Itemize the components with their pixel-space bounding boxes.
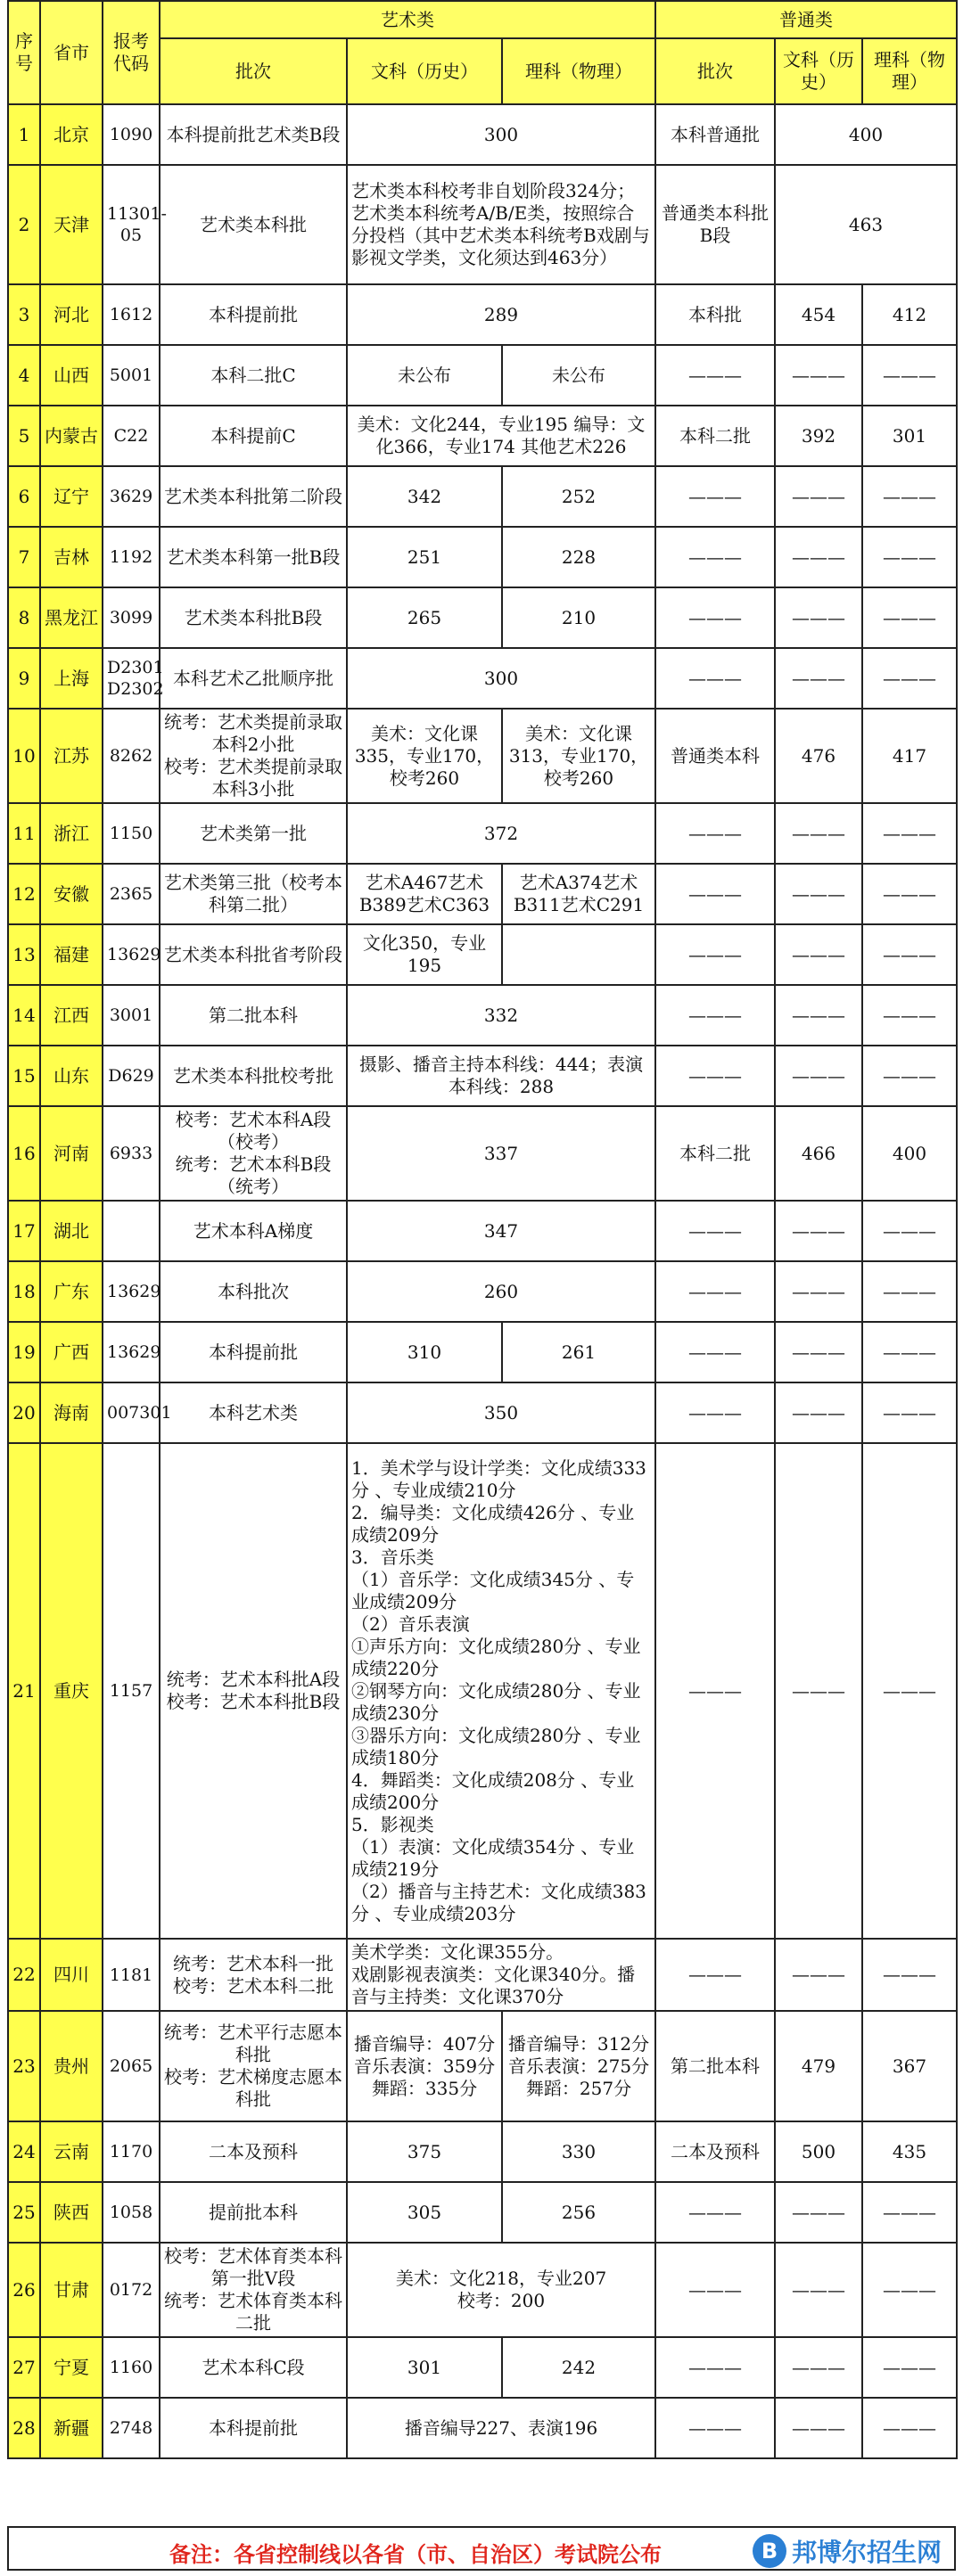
row-art-like <box>502 924 655 985</box>
row-code: 1157 <box>103 1443 160 1939</box>
row-gen-like-dash: ——— <box>862 2398 957 2458</box>
row-art-score: 摄影、播音主持本科线：444；表演本科线：288 <box>347 1046 655 1106</box>
row-gen-wenke-dash: ——— <box>775 803 862 864</box>
row-gen-batch-dash: ——— <box>655 648 775 709</box>
row-seq: 27 <box>8 2337 40 2398</box>
table-row <box>8 1046 957 1106</box>
row-art-score: 332 <box>347 985 655 1046</box>
row-art-score: 337 <box>347 1106 655 1201</box>
row-province: 浙江 <box>40 803 103 864</box>
row-art-batch: 艺术类本科批B段 <box>160 587 347 648</box>
row-gen-batch-dash: ——— <box>655 2243 775 2337</box>
row-seq: 11 <box>8 803 40 864</box>
watermark-icon: B <box>753 2534 786 2568</box>
table-row <box>8 1382 957 1443</box>
row-art-batch: 艺术类本科第一批B段 <box>160 527 347 587</box>
row-art-batch: 校考：艺术本科A段（校考） 统考：艺术本科B段（统考） <box>160 1106 347 1201</box>
row-art-batch: 本科提前C <box>160 406 347 466</box>
table-row <box>8 803 957 864</box>
watermark-text: 邦博尔招生网 <box>791 2538 942 2567</box>
row-province: 河南 <box>40 1106 103 1201</box>
row-province: 广西 <box>40 1322 103 1382</box>
row-seq: 7 <box>8 527 40 587</box>
row-code: 0172 <box>103 2243 160 2337</box>
row-seq: 17 <box>8 1201 40 1261</box>
row-gen-like-dash: ——— <box>862 803 957 864</box>
table-row <box>8 2011 957 2121</box>
row-province: 福建 <box>40 924 103 985</box>
row-province: 重庆 <box>40 1443 103 1939</box>
row-gen-wenke: 454 <box>775 284 862 345</box>
table-row <box>8 924 957 985</box>
row-art-batch: 本科提前批 <box>160 2398 347 2458</box>
row-gen-like-dash: ——— <box>862 1261 957 1322</box>
row-gen-batch-dash: ——— <box>655 1201 775 1261</box>
table-row <box>8 345 957 406</box>
row-province: 北京 <box>40 104 103 165</box>
row-gen-batch: 本科二批 <box>655 1106 775 1201</box>
row-code: 1612 <box>103 284 160 345</box>
row-seq: 22 <box>8 1939 40 2011</box>
table-row <box>8 165 957 284</box>
row-gen-wenke-dash: ——— <box>775 1939 862 2011</box>
row-art-batch: 本科艺术类 <box>160 1382 347 1443</box>
header-gen-wenke: 文科（历史） <box>775 38 862 104</box>
row-province: 内蒙古 <box>40 406 103 466</box>
row-province: 广东 <box>40 1261 103 1322</box>
row-art-score: 300 <box>347 648 655 709</box>
row-art-wenke: 305 <box>347 2182 502 2243</box>
row-gen-batch-dash: ——— <box>655 803 775 864</box>
row-gen-like-dash: ——— <box>862 1201 957 1261</box>
header-art-batch: 批次 <box>160 38 347 104</box>
row-gen-like-dash: ——— <box>862 1939 957 2011</box>
table-row <box>8 2182 957 2243</box>
row-art-wenke: 251 <box>347 527 502 587</box>
row-seq: 23 <box>8 2011 40 2121</box>
row-gen-like-dash: ——— <box>862 1443 957 1939</box>
row-gen-batch-dash: ——— <box>655 924 775 985</box>
row-seq: 20 <box>8 1382 40 1443</box>
row-gen-batch: 二本及预科 <box>655 2121 775 2182</box>
row-gen-like-dash: ——— <box>862 864 957 924</box>
row-seq: 28 <box>8 2398 40 2458</box>
row-gen-batch-dash: ——— <box>655 985 775 1046</box>
table-row <box>8 1261 957 1322</box>
row-code: 6933 <box>103 1106 160 1201</box>
row-province: 山西 <box>40 345 103 406</box>
row-code: 1170 <box>103 2121 160 2182</box>
row-art-like: 美术：文化课313，专业170，校考260 <box>502 709 655 803</box>
row-art-wenke: 301 <box>347 2337 502 2398</box>
row-code: 13629 <box>103 924 160 985</box>
row-gen-wenke: 500 <box>775 2121 862 2182</box>
table-row <box>8 864 957 924</box>
table-row <box>8 709 957 803</box>
row-gen-wenke-dash: ——— <box>775 2243 862 2337</box>
row-art-like: 播音编导：312分 音乐表演：275分 舞蹈：257分 <box>502 2011 655 2121</box>
row-art-batch: 艺术类本科批 <box>160 165 347 284</box>
row-art-batch: 艺术类本科批校考批 <box>160 1046 347 1106</box>
row-seq: 18 <box>8 1261 40 1322</box>
row-gen-wenke-dash: ——— <box>775 587 862 648</box>
row-gen-wenke: 392 <box>775 406 862 466</box>
row-art-score: 289 <box>347 284 655 345</box>
row-province: 新疆 <box>40 2398 103 2458</box>
row-seq: 1 <box>8 104 40 165</box>
row-gen-wenke-dash: ——— <box>775 1261 862 1322</box>
row-gen-like-dash: ——— <box>862 466 957 527</box>
row-gen-batch: 本科普通批 <box>655 104 775 165</box>
row-gen-batch-dash: ——— <box>655 1939 775 2011</box>
row-gen-like-dash: ——— <box>862 2243 957 2337</box>
row-gen-wenke-dash: ——— <box>775 864 862 924</box>
row-art-score: 300 <box>347 104 655 165</box>
row-seq: 15 <box>8 1046 40 1106</box>
row-art-wenke: 播音编导：407分 音乐表演：359分 舞蹈：335分 <box>347 2011 502 2121</box>
row-gen-batch-dash: ——— <box>655 2398 775 2458</box>
table-row <box>8 1939 957 2011</box>
row-code: 2365 <box>103 864 160 924</box>
row-province: 江苏 <box>40 709 103 803</box>
row-code: 1181 <box>103 1939 160 2011</box>
row-art-batch: 艺术类本科批省考阶段 <box>160 924 347 985</box>
row-province: 安徽 <box>40 864 103 924</box>
row-gen-like: 412 <box>862 284 957 345</box>
row-art-like: 252 <box>502 466 655 527</box>
row-art-score: 艺术类本科校考非自划阶段324分；艺术类本科统考A/B/E类，按照综合分投档（其中艺术类本科统考B戏剧与影视文学类，文化须达到463分） <box>347 165 655 284</box>
table-row <box>8 406 957 466</box>
row-gen-score: 463 <box>775 165 957 284</box>
row-gen-like-dash: ——— <box>862 1382 957 1443</box>
row-seq: 19 <box>8 1322 40 1382</box>
row-art-batch: 提前批本科 <box>160 2182 347 2243</box>
table-row <box>8 527 957 587</box>
row-art-like: 228 <box>502 527 655 587</box>
row-gen-batch-dash: ——— <box>655 2182 775 2243</box>
row-province: 江西 <box>40 985 103 1046</box>
row-art-like: 261 <box>502 1322 655 1382</box>
row-code: D2301 D2302 <box>103 648 160 709</box>
row-gen-wenke-dash: ——— <box>775 466 862 527</box>
row-art-wenke: 未公布 <box>347 345 502 406</box>
row-code: 1150 <box>103 803 160 864</box>
row-code: 1090 <box>103 104 160 165</box>
row-province: 山东 <box>40 1046 103 1106</box>
row-art-like: 艺术A374艺术B311艺术C291 <box>502 864 655 924</box>
row-province: 湖北 <box>40 1201 103 1261</box>
row-code <box>103 1201 160 1261</box>
row-art-wenke: 342 <box>347 466 502 527</box>
footnote-bar <box>7 2526 956 2571</box>
row-gen-like-dash: ——— <box>862 2182 957 2243</box>
row-seq: 9 <box>8 648 40 709</box>
row-art-batch: 二本及预科 <box>160 2121 347 2182</box>
row-code: 3099 <box>103 587 160 648</box>
row-gen-wenke-dash: ——— <box>775 648 862 709</box>
row-art-batch: 艺术类第三批（校考本科第二批） <box>160 864 347 924</box>
row-gen-batch: 普通类本科 <box>655 709 775 803</box>
row-gen-like-dash: ——— <box>862 648 957 709</box>
row-art-batch: 统考：艺术类提前录取本科2小批 校考：艺术类提前录取本科3小批 <box>160 709 347 803</box>
table-row <box>8 648 957 709</box>
row-gen-batch-dash: ——— <box>655 1261 775 1322</box>
row-gen-wenke-dash: ——— <box>775 2337 862 2398</box>
row-province: 河北 <box>40 284 103 345</box>
row-art-batch: 艺术本科C段 <box>160 2337 347 2398</box>
row-gen-like-dash: ——— <box>862 345 957 406</box>
row-gen-like-dash: ——— <box>862 1046 957 1106</box>
row-art-batch: 统考：艺术平行志愿本科批 校考：艺术梯度志愿本科批 <box>160 2011 347 2121</box>
row-art-score: 347 <box>347 1201 655 1261</box>
row-code: 2065 <box>103 2011 160 2121</box>
row-gen-batch-dash: ——— <box>655 527 775 587</box>
table-row <box>8 1106 957 1201</box>
row-gen-wenke-dash: ——— <box>775 2398 862 2458</box>
table-row <box>8 985 957 1046</box>
score-table <box>7 0 958 2459</box>
row-code: 8262 <box>103 709 160 803</box>
row-code: 3629 <box>103 466 160 527</box>
row-seq: 3 <box>8 284 40 345</box>
header-gen-batch: 批次 <box>655 38 775 104</box>
row-gen-wenke-dash: ——— <box>775 345 862 406</box>
row-art-score: 260 <box>347 1261 655 1322</box>
row-gen-batch-dash: ——— <box>655 345 775 406</box>
table-row <box>8 587 957 648</box>
row-seq: 4 <box>8 345 40 406</box>
row-art-score: 美术：文化244，专业195 编导：文化366，专业174 其他艺术226 <box>347 406 655 466</box>
row-province: 甘肃 <box>40 2243 103 2337</box>
row-art-batch: 本科艺术乙批顺序批 <box>160 648 347 709</box>
row-gen-batch-dash: ——— <box>655 587 775 648</box>
row-province: 云南 <box>40 2121 103 2182</box>
row-art-score: 美术学类：文化课355分。 戏剧影视表演类：文化课340分。播音与主持类：文化课370分 <box>347 1939 655 2011</box>
row-province: 海南 <box>40 1382 103 1443</box>
row-seq: 26 <box>8 2243 40 2337</box>
header-general-group: 普通类 <box>655 1 957 38</box>
row-art-wenke: 文化350，专业195 <box>347 924 502 985</box>
row-gen-wenke-dash: ——— <box>775 527 862 587</box>
row-gen-like: 435 <box>862 2121 957 2182</box>
table-row <box>8 2121 957 2182</box>
row-gen-wenke-dash: ——— <box>775 1382 862 1443</box>
row-gen-like-dash: ——— <box>862 2337 957 2398</box>
row-gen-batch-dash: ——— <box>655 466 775 527</box>
row-art-like: 210 <box>502 587 655 648</box>
row-gen-like-dash: ——— <box>862 587 957 648</box>
header-art-wenke: 文科（历史） <box>347 38 502 104</box>
header-art-like: 理科（物理） <box>502 38 655 104</box>
row-code: 11301-05 <box>103 165 160 284</box>
watermark-logo <box>753 2533 942 2569</box>
header-code: 报考代码 <box>103 1 160 104</box>
row-art-batch: 统考：艺术本科一批 校考：艺术本科二批 <box>160 1939 347 2011</box>
row-province: 黑龙江 <box>40 587 103 648</box>
row-seq: 25 <box>8 2182 40 2243</box>
row-gen-like-dash: ——— <box>862 985 957 1046</box>
row-code: 1160 <box>103 2337 160 2398</box>
row-province: 四川 <box>40 1939 103 2011</box>
table-row <box>8 104 957 165</box>
table-row <box>8 1443 957 1939</box>
row-province: 贵州 <box>40 2011 103 2121</box>
row-gen-like-dash: ——— <box>862 527 957 587</box>
row-art-wenke: 310 <box>347 1322 502 1382</box>
row-seq: 13 <box>8 924 40 985</box>
row-art-score: 350 <box>347 1382 655 1443</box>
header-art-group: 艺术类 <box>160 1 655 38</box>
table-row <box>8 2337 957 2398</box>
row-seq: 12 <box>8 864 40 924</box>
row-gen-wenke-dash: ——— <box>775 1046 862 1106</box>
row-gen-like-dash: ——— <box>862 924 957 985</box>
row-gen-batch-dash: ——— <box>655 1443 775 1939</box>
row-seq: 10 <box>8 709 40 803</box>
row-code: 13629 <box>103 1261 160 1322</box>
row-gen-batch-dash: ——— <box>655 1046 775 1106</box>
row-code: 13629 <box>103 1322 160 1382</box>
table-row <box>8 1201 957 1261</box>
row-art-wenke: 美术：文化课335，专业170，校考260 <box>347 709 502 803</box>
row-art-wenke: 265 <box>347 587 502 648</box>
row-art-batch: 艺术本科A梯度 <box>160 1201 347 1261</box>
row-art-batch: 本科提前批艺术类B段 <box>160 104 347 165</box>
row-code: C22 <box>103 406 160 466</box>
row-gen-like: 367 <box>862 2011 957 2121</box>
row-art-batch: 统考：艺术本科批A段 校考：艺术本科批B段 <box>160 1443 347 1939</box>
row-code: 5001 <box>103 345 160 406</box>
row-province: 陕西 <box>40 2182 103 2243</box>
footnote-text: 备注：各省控制线以各省（市、自治区）考试院公布 <box>169 2542 662 2567</box>
row-code: 1192 <box>103 527 160 587</box>
row-art-like: 256 <box>502 2182 655 2243</box>
row-gen-batch-dash: ——— <box>655 864 775 924</box>
score-table-body <box>8 104 957 2458</box>
row-gen-batch-dash: ——— <box>655 1322 775 1382</box>
row-gen-batch: 普通类本科批B段 <box>655 165 775 284</box>
row-gen-wenke: 466 <box>775 1106 862 1201</box>
row-art-like: 未公布 <box>502 345 655 406</box>
row-code: 2748 <box>103 2398 160 2458</box>
row-gen-batch: 本科二批 <box>655 406 775 466</box>
row-gen-like: 400 <box>862 1106 957 1201</box>
row-province: 宁夏 <box>40 2337 103 2398</box>
row-art-score: 美术：文化218，专业207 校考：200 <box>347 2243 655 2337</box>
row-province: 上海 <box>40 648 103 709</box>
row-seq: 6 <box>8 466 40 527</box>
row-seq: 24 <box>8 2121 40 2182</box>
row-gen-wenke: 476 <box>775 709 862 803</box>
row-seq: 21 <box>8 1443 40 1939</box>
table-row <box>8 466 957 527</box>
row-seq: 16 <box>8 1106 40 1201</box>
row-seq: 14 <box>8 985 40 1046</box>
row-art-wenke: 艺术A467艺术B389艺术C363 <box>347 864 502 924</box>
row-art-batch: 本科提前批 <box>160 1322 347 1382</box>
header-province: 省市 <box>40 1 103 104</box>
row-gen-wenke-dash: ——— <box>775 2182 862 2243</box>
row-art-batch: 第二批本科 <box>160 985 347 1046</box>
table-row <box>8 2398 957 2458</box>
row-gen-batch: 第二批本科 <box>655 2011 775 2121</box>
row-art-wenke: 375 <box>347 2121 502 2182</box>
row-province: 辽宁 <box>40 466 103 527</box>
row-art-batch: 本科批次 <box>160 1261 347 1322</box>
row-art-batch: 艺术类第一批 <box>160 803 347 864</box>
table-row <box>8 2243 957 2337</box>
row-gen-like-dash: ——— <box>862 1322 957 1382</box>
row-art-batch: 本科二批C <box>160 345 347 406</box>
row-gen-score: 400 <box>775 104 957 165</box>
row-gen-wenke-dash: ——— <box>775 1201 862 1261</box>
row-gen-wenke-dash: ——— <box>775 924 862 985</box>
row-gen-wenke: 479 <box>775 2011 862 2121</box>
row-gen-wenke-dash: ——— <box>775 1322 862 1382</box>
row-province: 天津 <box>40 165 103 284</box>
score-table-container <box>7 0 956 2459</box>
table-row <box>8 284 957 345</box>
row-gen-wenke-dash: ——— <box>775 1443 862 1939</box>
header-gen-like: 理科（物理） <box>862 38 957 104</box>
row-gen-batch: 本科批 <box>655 284 775 345</box>
row-art-score: 372 <box>347 803 655 864</box>
row-seq: 2 <box>8 165 40 284</box>
row-gen-wenke-dash: ——— <box>775 985 862 1046</box>
header-seq: 序号 <box>8 1 40 104</box>
row-gen-like: 301 <box>862 406 957 466</box>
row-gen-batch-dash: ——— <box>655 1382 775 1443</box>
row-code: 1058 <box>103 2182 160 2243</box>
row-gen-batch-dash: ——— <box>655 2337 775 2398</box>
row-art-like: 330 <box>502 2121 655 2182</box>
table-row <box>8 1322 957 1382</box>
row-seq: 8 <box>8 587 40 648</box>
row-art-batch: 本科提前批 <box>160 284 347 345</box>
row-code: 3001 <box>103 985 160 1046</box>
row-art-batch: 校考：艺术体育类本科第一批V段 统考：艺术体育类本科二批 <box>160 2243 347 2337</box>
row-code: 007301 <box>103 1382 160 1443</box>
row-art-like: 242 <box>502 2337 655 2398</box>
row-code: D629 <box>103 1046 160 1106</box>
row-art-score: 1．美术学与设计学类：文化成绩333分 、专业成绩210分 2．编导类：文化成绩426分 、专业成绩209分 3．音乐类 （1）音乐学：文化成绩345分 、专业成绩209分 （2）音乐表演 ①声乐方向：文化成绩280分 、专业成绩220分 ②钢琴方向：文化成绩280分 、专业成绩230分 ③器乐方向：文化成绩280分 、专业成绩180分 4．舞蹈类：文化成绩208分 、专业成绩200分 5．影视类 （1）表演：文化成绩354分 、专业成绩219分 （2）播音与主持艺术：文化成绩383分 、专业成绩203分 <box>347 1443 655 1939</box>
row-gen-like: 417 <box>862 709 957 803</box>
row-art-score: 播音编导227、表演196 <box>347 2398 655 2458</box>
row-art-batch: 艺术类本科批第二阶段 <box>160 466 347 527</box>
row-province: 吉林 <box>40 527 103 587</box>
row-seq: 5 <box>8 406 40 466</box>
